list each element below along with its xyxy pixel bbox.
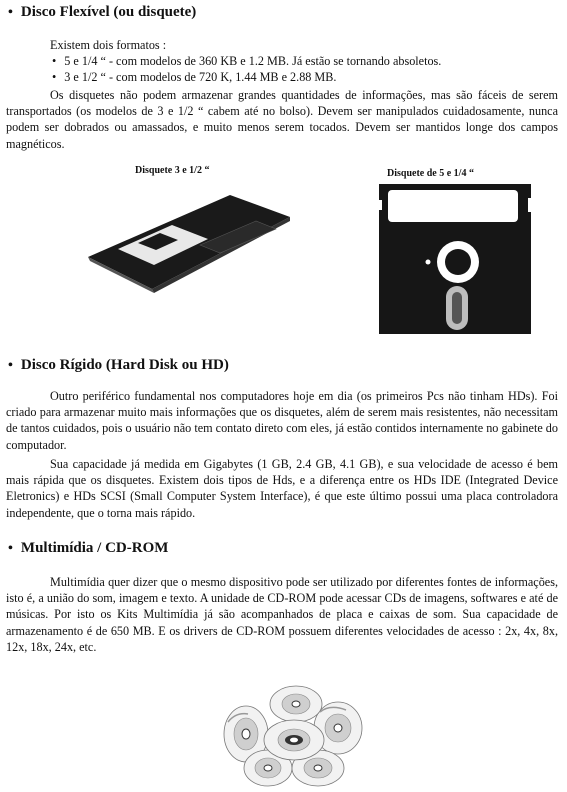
section-title-floppy: [8, 4, 196, 21]
intro-text: Existem dois formatos :: [50, 38, 167, 52]
list-item-text: 5 e 1/4 “ - com modelos de 360 KB e 1.2 MB. Já estão se tornando absoletos.: [64, 54, 442, 68]
bullet: •: [52, 54, 57, 68]
cd-stack-illustration: [218, 682, 368, 790]
list-item-text: 3 e 1/2 “ - com modelos de 720 K, 1.44 MB e 2.88 MB.: [64, 69, 337, 84]
multimedia-paragraph: Multimídia quer dizer que o mesmo dispositivo pode ser utilizado por diferentes fontes de informações, isto é, a união do som, imagem e texto. A unidade de CD-ROM pode acessar CDs de imagens, softwares e até de músicas. Por isto os Kits Multimídia já são acompanhados de placa e caixas de som. Sua capacidade de armazenamento é de 650 MB. E os drivers de CD-ROM possuem diferentes velocidades de acesso : 2x, 4x, 8x, 12x, 18x, 24x, etc.: [6, 575, 558, 654]
section-title-text: Multimídia / CD-ROM: [20, 540, 169, 556]
floppy-intro: [50, 38, 166, 54]
list-item: [52, 54, 441, 70]
list-item: [52, 70, 441, 86]
bullet: •: [8, 4, 13, 20]
hard-disk-paragraph-2: Sua capacidade já medida em Gigabytes (1 GB, 2.4 GB, 4.1 GB), e sua velocidade de acesso é bem mais rápida que os disquetes. Existem dois tipos de Hds, e a diferença entre os HDs IDE (Integrated Device Eletronics) e HDs SCSI (Small Computer System Interface), é que este último possui uma placa controladora independente, que o torna mais rápido.: [6, 457, 558, 520]
section-title-text: Disco Rígido (Hard Disk ou HD): [20, 357, 229, 373]
caption-floppy-35: Disquete 3 e 1/2 “: [135, 165, 210, 176]
floppy-paragraph: Os disquetes não podem armazenar grandes quantidades de informações, mas são fáceis de serem transportados (os modelos de 3 e 1/2 “ cabem até no bolso). Devem ser manipulados cuidadosamente, nunca podem ser dobrados ou amassados, e muito menos serem tocados. Devem ser mantidos longe dos campos magnéticos.: [6, 88, 558, 151]
section-title-text: Disco Flexível (ou disquete): [20, 4, 197, 20]
floppy-format-list: [52, 54, 441, 85]
section-title-hard-disk: [8, 357, 229, 374]
caption-floppy-525: Disquete de 5 e 1/4 “: [387, 168, 474, 179]
floppy-525-illustration: [378, 184, 532, 336]
bullet: •: [8, 357, 13, 373]
bullet: •: [8, 540, 13, 556]
section-title-multimedia: [8, 540, 168, 557]
floppy-35-illustration: [80, 185, 300, 295]
bullet: •: [52, 69, 57, 84]
hard-disk-paragraph-1: Outro periférico fundamental nos computadores hoje em dia (os primeiros Pcs não tinham HDs). Foi criado para armazenar muito mais informações que os disquetes, além de serem mais resistentes, não necessitam de tantos cuidados, pois o usuário não tem contato direto com eles, já estão contidos internamente no gabinete do computador.: [6, 389, 558, 452]
